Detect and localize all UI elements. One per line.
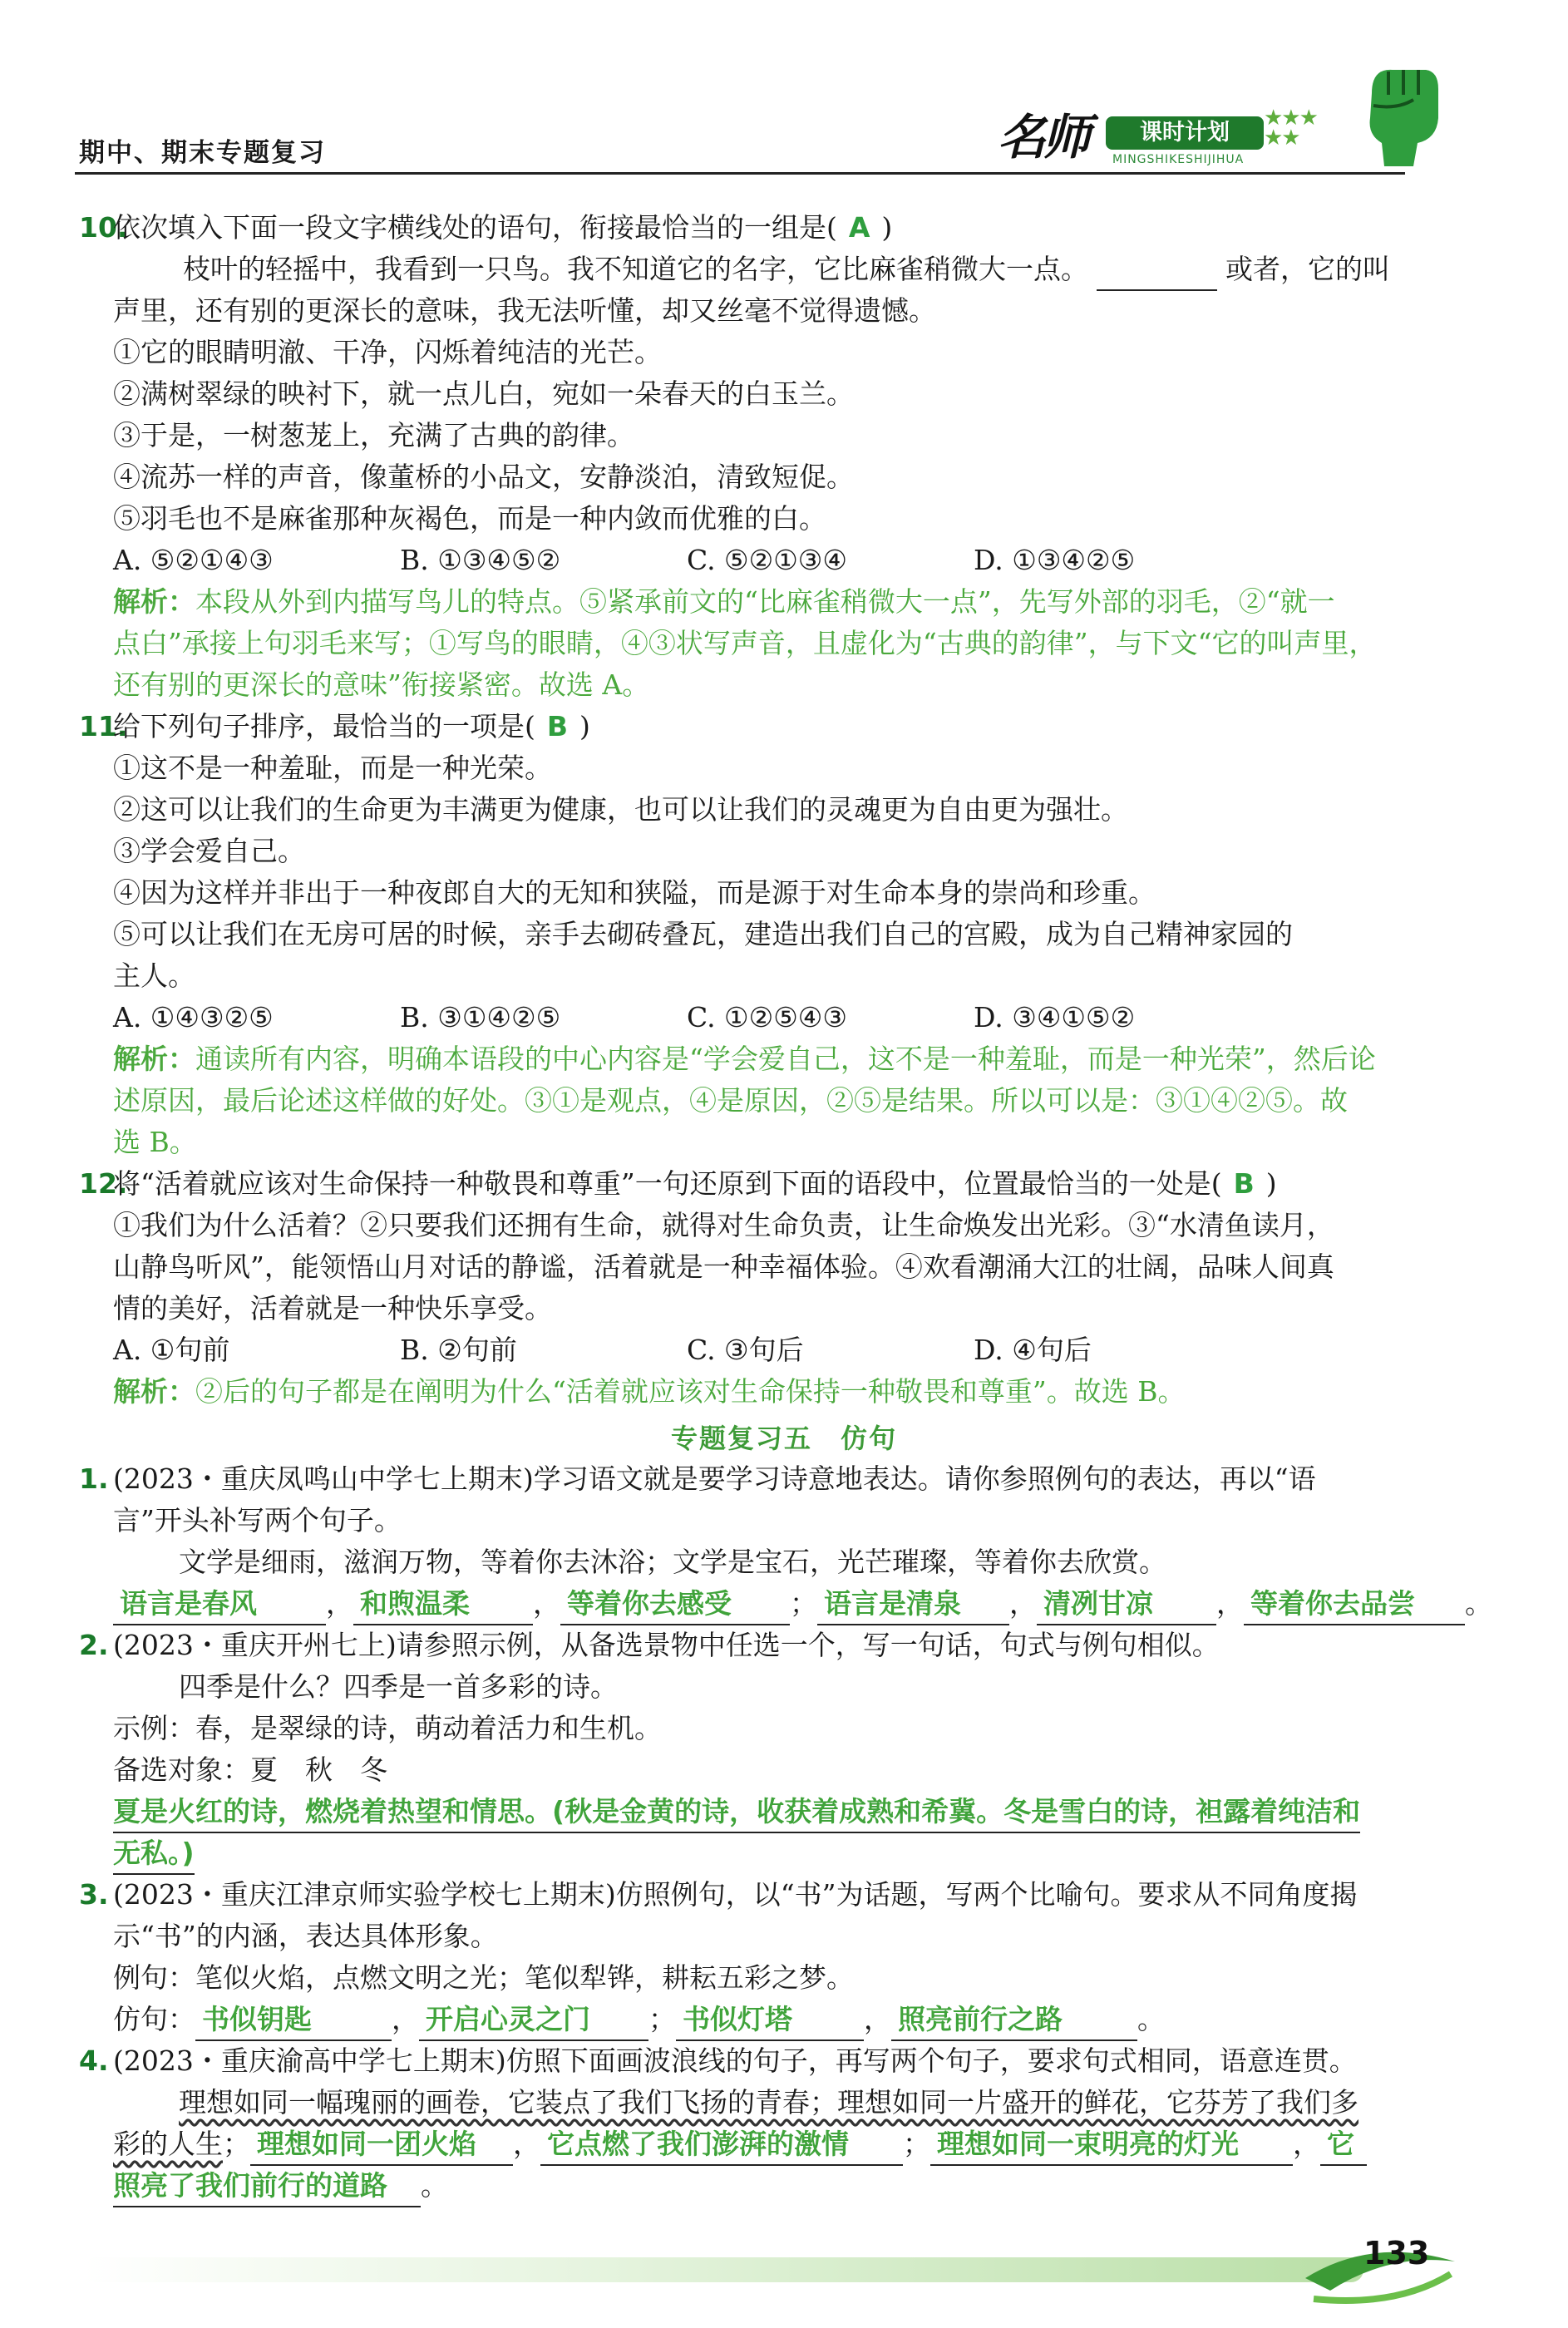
explanation-line: 述原因，最后论述这样做的好处。③①是观点，④是原因，②⑤是结果。所以可以是：③①④②⑤。故 [113, 1084, 1348, 1117]
brand-tag: 课时计划 [1106, 116, 1264, 150]
answer-label: A [848, 211, 870, 244]
punct: ， [533, 1587, 560, 1620]
practice-2-stem: (2023・重庆开州七上)请参照示例，从备选景物中任选一个，写一句话，句式与例句相似。 [113, 1629, 1220, 1661]
option-c: C. ⑤②①③④ [687, 544, 847, 576]
practice-2-number: 2. [79, 1629, 109, 1661]
practice-2-answer [113, 1792, 1452, 1833]
practice-2-answer-cont [113, 1833, 1452, 1875]
explanation-text: 本段从外到内描写鸟儿的特点。⑤紧承前文的“比麻雀稍微大一点”，先写外部的羽毛，②“就一 [195, 585, 1335, 618]
wavy-underline-text: 彩的人生 [113, 2128, 223, 2160]
fist-icon [1355, 60, 1447, 171]
answer-fill: 和煦温柔 [353, 1584, 533, 1625]
practice-4-number: 4. [79, 2044, 109, 2077]
passage-text: 或者，它的叫 [1225, 253, 1390, 285]
answer-label: 仿句： [113, 2003, 195, 2035]
option-a: A. ⑤②①④③ [113, 544, 274, 576]
option-d: D. ④句后 [974, 1334, 1092, 1366]
option-b: B. ③①④②⑤ [400, 1001, 561, 1033]
list-item: ④流苏一样的声音，像董桥的小品文，安静淡泊，清致短促。 [113, 461, 854, 493]
practice-2-choices: 备选对象：夏 秋 冬 [113, 1753, 387, 1786]
list-item: ②满树翠绿的映衬下，就一点儿白，宛如一朵春天的白玉兰。 [113, 377, 854, 410]
answer-fill: 开启心灵之门 [419, 2000, 648, 2041]
practice-1-answers [113, 1584, 1492, 1625]
stem-text: 给下列句子排序，最恰当的一项是( [113, 710, 535, 742]
explanation-line [113, 1039, 1452, 1079]
punct: ； [903, 2128, 930, 2160]
section-header: 期中、期末专题复习 [79, 138, 326, 168]
answer-label: B [546, 710, 569, 742]
list-item: ③学会爱自己。 [113, 835, 305, 867]
punct: ， [1009, 1587, 1037, 1620]
answer-fill: 理想如同一团火焰 [250, 2124, 513, 2166]
list-item: ⑤羽毛也不是麻雀那种灰褐色，而是一种内敛而优雅的白。 [113, 502, 826, 535]
explanation-line: 点白”承接上句羽毛来写；①写鸟的眼睛，④③状写声音，且虚化为“古典的韵律”，与下文“它的叫声里， [113, 627, 1377, 659]
answer-fill: 清冽甘凉 [1037, 1584, 1216, 1625]
list-item: ①这不是一种羞耻，而是一种光荣。 [113, 752, 552, 784]
section-title: 专题复习五 仿句 [670, 1423, 897, 1454]
question-12-options [113, 1330, 1452, 1370]
punct: ， [392, 2003, 419, 2035]
explanation-line: 还有别的更深长的意味”衔接紧密。故选 A。 [113, 668, 650, 701]
stem-close: ) [1265, 1167, 1277, 1200]
practice-4-passage [179, 2083, 1452, 2123]
practice-4-answer-cont [113, 2166, 1452, 2207]
footer-bar [83, 2257, 1363, 2282]
practice-2-example: 示例：春，是翠绿的诗，萌动着活力和生机。 [113, 1712, 662, 1744]
stars-icon: ★★★ ★★ [1264, 106, 1317, 150]
answer-fill: 书似灯塔 [676, 2000, 864, 2041]
answer-fill: 语言是春风 [113, 1584, 326, 1625]
answer-fill: 等着你去品尝 [1244, 1584, 1465, 1625]
practice-1-stem: (2023・重庆凤鸣山中学七上期末)学习语文就是要学习诗意地表达。请你参照例句的表达，再以“语 [113, 1462, 1316, 1495]
explanation-text: ②后的句子都是在阐明为什么“活着就应该对生命保持一种敬畏和尊重”。故选 B。 [195, 1375, 1186, 1408]
punct: 。 [1465, 1587, 1492, 1620]
punct: ， [326, 1587, 353, 1620]
question-12-number: 12. [79, 1167, 128, 1200]
practice-2-intro: 四季是什么？四季是一首多彩的诗。 [179, 1670, 618, 1703]
answer-fill: 它 [1320, 2124, 1367, 2166]
explanation-line: 选 B。 [113, 1126, 197, 1158]
option-a: A. ①句前 [113, 1334, 230, 1366]
answer-label: B [1233, 1167, 1255, 1200]
question-12-stem [113, 1164, 1452, 1204]
fill-blank [1097, 249, 1217, 291]
answer-fill: 夏是火红的诗，燃烧着热望和情思。(秋是金黄的诗，收获着成熟和希冀。冬是雪白的诗，袒露着纯洁和 [113, 1792, 1360, 1833]
punct: ， [1216, 1587, 1244, 1620]
question-11-options [113, 998, 1452, 1038]
explanation-label: 解析： [113, 1043, 195, 1075]
passage-line: 情的美好，活着就是一种快乐享受。 [113, 1292, 552, 1324]
punct: ， [1293, 2128, 1320, 2160]
wavy-underline-text: 理想如同一幅瑰丽的画卷，它装点了我们飞扬的青春；理想如同一片盛开的鲜花，它芬芳了我们多 [179, 2086, 1358, 2118]
page-number: 133 [1363, 2235, 1430, 2271]
answer-fill: 无私。) [113, 1833, 195, 1875]
option-b: B. ②句前 [400, 1334, 517, 1366]
question-10-number: 10. [79, 211, 128, 244]
practice-1-stem-cont: 言”开头补写两个句子。 [113, 1504, 402, 1536]
explanation-text: 通读所有内容，明确本语段的中心内容是“学会爱自己，这不是一种羞耻，而是一种光荣”，然后论 [195, 1043, 1376, 1075]
question-10-passage [183, 249, 1452, 291]
list-item: ②这可以让我们的生命更为丰满更为健康，也可以让我们的灵魂更为自由更为强壮。 [113, 793, 1128, 826]
list-item: ③于是，一树葱茏上，充满了古典的韵律。 [113, 419, 634, 451]
list-item: ①它的眼睛明澈、干净，闪烁着纯洁的光芒。 [113, 336, 662, 368]
question-10-stem [113, 208, 1452, 248]
punct: ； [648, 2003, 676, 2035]
list-item: ④因为这样并非出于一种夜郎自大的无知和狭隘，而是源于对生命本身的崇尚和珍重。 [113, 876, 1156, 909]
practice-1-example: 文学是细雨，滋润万物，等着你去沐浴；文学是宝石，光芒璀璨，等着你去欣赏。 [179, 1546, 1166, 1578]
option-b: B. ①③④⑤② [400, 544, 561, 576]
practice-3-stem-cont: 示“书”的内涵，表达具体形象。 [113, 1920, 498, 1952]
practice-3-answers [113, 2000, 1452, 2041]
question-11-stem [113, 707, 1452, 747]
practice-1-number: 1. [79, 1462, 109, 1495]
header-divider [75, 172, 1405, 175]
practice-3-number: 3. [79, 1878, 109, 1911]
list-item: ⑤可以让我们在无房可居的时候，亲手去砌砖叠瓦，建造出我们自己的宫殿，成为自己精神家园的 [113, 918, 1293, 950]
punct: 。 [1137, 2003, 1165, 2035]
answer-fill: 它点燃了我们澎湃的激情 [540, 2124, 903, 2166]
answer-fill: 语言是清泉 [817, 1584, 1009, 1625]
practice-4-stem: (2023・重庆渝高中学七上期末)仿照下面画波浪线的句子，再写两个句子，要求句式相同，语意连贯。 [113, 2044, 1357, 2077]
practice-3-stem: (2023・重庆江津京师实验学校七上期末)仿照例句，以“书”为话题，写两个比喻句。要求从不同角度揭 [113, 1878, 1358, 1911]
explanation-line [113, 1372, 1452, 1412]
list-item: 主人。 [113, 959, 195, 992]
punct: ； [223, 2128, 250, 2160]
answer-fill: 等着你去感受 [560, 1584, 790, 1625]
punct: ， [513, 2128, 540, 2160]
punct: ； [790, 1587, 817, 1620]
stem-text: 将“活着就应该对生命保持一种敬畏和尊重”一句还原到下面的语段中，位置最恰当的一处是( [113, 1167, 1222, 1200]
punct: ， [864, 2003, 891, 2035]
answer-fill: 照亮前行之路 [891, 2000, 1137, 2041]
practice-4-answers [113, 2124, 1452, 2166]
passage-line: 山静鸟听风”，能领悟山月对话的静谧，活着就是一种幸福体验。④欢看潮涌大江的壮阔，品味人间真 [113, 1250, 1334, 1283]
stem-text: 依次填入下面一段文字横线处的语句，衔接最恰当的一组是( [113, 211, 837, 244]
stem-close: ) [881, 211, 893, 244]
explanation-label: 解析： [113, 1375, 195, 1408]
stem-close: ) [579, 710, 590, 742]
option-c: C. ①②⑤④③ [687, 1001, 847, 1033]
answer-fill: 照亮了我们前行的道路 [113, 2166, 421, 2207]
option-d: D. ①③④②⑤ [974, 544, 1136, 576]
brand-logo-script: 名师 [998, 109, 1088, 165]
practice-3-example: 例句：笔似火焰，点燃文明之光；笔似犁铧，耕耘五彩之梦。 [113, 1961, 854, 1994]
explanation-line [113, 582, 1452, 622]
passage-text: 枝叶的轻摇中，我看到一只鸟。我不知道它的名字，它比麻雀稍微大一点。 [183, 253, 1088, 285]
option-d: D. ③④①⑤② [974, 1001, 1136, 1033]
answer-fill: 书似钥匙 [195, 2000, 392, 2041]
option-a: A. ①④③②⑤ [113, 1001, 274, 1033]
question-10-options [113, 540, 1452, 580]
option-c: C. ③句后 [687, 1334, 804, 1366]
punct: 。 [421, 2169, 448, 2202]
explanation-label: 解析： [113, 585, 195, 618]
answer-fill: 理想如同一束明亮的灯光 [930, 2124, 1293, 2166]
brand-pinyin: MINGSHIKESHIJIHUA [1112, 153, 1245, 166]
question-10-passage-cont: 声里，还有别的更深长的意味，我无法听懂，却又丝毫不觉得遗憾。 [113, 294, 936, 327]
passage-line: ①我们为什么活着？②只要我们还拥有生命，就得对生命负责，让生命焕发出光彩。③“水清鱼读月， [113, 1209, 1334, 1241]
question-11-number: 11. [79, 710, 128, 742]
